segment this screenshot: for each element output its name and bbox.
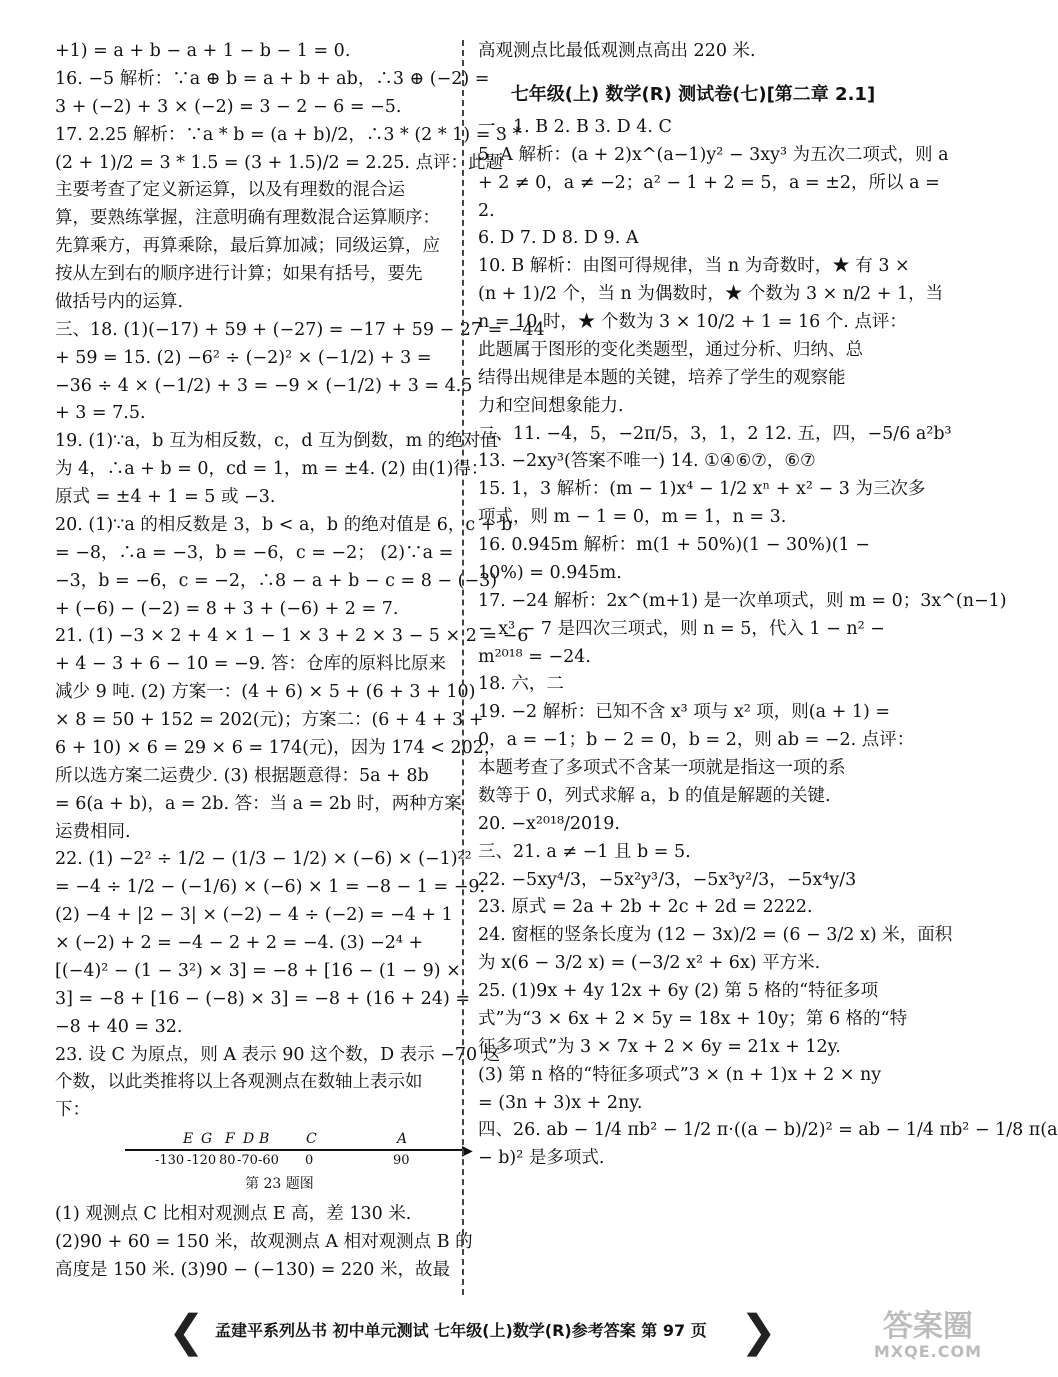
answer-line: (2) −4 + |2 − 3| × (−2) − 4 ÷ (−2) = −4 + 1 [55, 905, 453, 926]
answer-line: × 8 = 50 + 152 = 202(元)；方案二：(6 + 4 + 3 + [55, 710, 484, 730]
point-label: C [306, 1131, 317, 1148]
tick-label: 0 [305, 1153, 314, 1169]
answer-line: + 2 ≠ 0，a ≠ −2；a² − 1 + 2 = 5，a = ±2，所以 a = [478, 172, 940, 193]
answer-line: 所以选方案二运费少. (3) 根据题意得：5a + 8b [55, 765, 429, 786]
tick-label: 80 [219, 1153, 236, 1169]
answer-line: 10. B 解析：由图可得规律，当 n 为奇数时，★ 有 3 × [478, 256, 910, 277]
answer-line: 13. −2xy³(答案不唯一) 14. ①④⑥⑦，⑥⑦ [478, 451, 816, 472]
answer-line: (n + 1)/2 个，当 n 为偶数时，★ 个数为 3 × n/2 + 1，当 [478, 284, 944, 305]
test-heading: 七年级(上) 数学(R) 测试卷(七)[第二章 2.1] [510, 83, 876, 105]
answer-line: 22. (1) −2² ÷ 1/2 − (1/3 − 1/2) × (−6) × (−1)²² [55, 849, 472, 870]
answer-line: 19. (1)∵a，b 互为相反数，c，d 互为倒数，m 的绝对值 [55, 431, 498, 452]
answer-line: 原式 = ±4 + 1 = 5 或 −3. [55, 487, 276, 507]
answer-line: = (3n + 3)x + 2ny. [478, 1092, 643, 1113]
answer-line: 此题属于图形的变化类题型，通过分析、归纳、总 [478, 339, 863, 360]
answer-line: = −8，∴a = −3，b = −6，c = −2； (2)∵a = [55, 542, 454, 563]
answer-line: 18. 六，二 [478, 674, 564, 695]
answer-line: 17. 2.25 解析：∵a * b = (a + b)/2，∴3 * (2 * 1) = 3 * [55, 124, 522, 145]
answer-line: 23. 设 C 为原点，则 A 表示 90 这个数，D 表示 −70 这 [55, 1044, 501, 1065]
answer-line: 15. 1，3 解析：(m − 1)x⁴ − 1/2 xⁿ + x² − 3 为三次多 [478, 479, 926, 500]
answer-line: (3) 第 n 格的“特征多项式”3 × (n + 1)x + 2 × ny [478, 1064, 882, 1085]
watermark-logo [874, 1310, 982, 1361]
answer-line: − x³ − 7 是四次三项式，则 n = 5，代入 1 − n² − [478, 618, 885, 639]
answer-line: 四、26. ab − 1/4 πb² − 1/2 π·((a − b)/2)² = ab − 1/4 πb² − 1/8 π(a [478, 1120, 1058, 1141]
answer-line: [(−4)² − (1 − 3²) × 3] = −8 + [16 − (1 − 9) × [55, 960, 461, 981]
answer-line: 一、1. B 2. B 3. D 4. C [478, 116, 672, 137]
point-label: F [225, 1131, 235, 1148]
answer-line: 0，a = −1；b − 2 = 0，b = 2，则 ab = −2. 点评： [478, 730, 915, 751]
answer-line: 17. −24 解析：2x^(m+1) 是一次单项式，则 m = 0；3x^(n−1) [478, 590, 1007, 611]
number-line-figure [125, 1131, 475, 1201]
answer-line: +1) = a + b − a + 1 − b − 1 = 0. [55, 41, 351, 61]
answer-line: 为 x(6 − 3/2 x) = (−3/2 x² + 6x) 平方米. [478, 953, 821, 974]
answer-line: = −4 ÷ 1/2 − (−1/6) × (−6) × 1 = −8 − 1 = −9. [55, 877, 486, 898]
answer-line: 3] = −8 + [16 − (−8) × 3] = −8 + (16 + 24) = [55, 988, 471, 1009]
right-answer-lines [478, 114, 1058, 1173]
answer-line: 16. 0.945m 解析：m(1 + 50%)(1 − 30%)(1 − [478, 535, 870, 555]
answer-line: 5. A 解析：(a + 2)x^(a−1)y² − 3xy³ 为五次二项式，则 a [478, 144, 949, 165]
answer-line: 式”为“3 × 6x + 2 × 5y = 18x + 10y；第 6 格的“特 [478, 1008, 908, 1029]
answer-line: 23. 原式 = 2a + 2b + 2c + 2d = 2222. [478, 897, 813, 918]
answer-line: + 59 = 15. (2) −6² ÷ (−2)² × (−1/2) + 3 = [55, 347, 432, 368]
answer-line: 高度是 150 米. (3)90 − (−130) = 220 米，故最 [55, 1259, 450, 1280]
point-label: E [183, 1131, 194, 1148]
number-line-axis [125, 1149, 465, 1151]
answer-line: 结得出规律是本题的关键，培养了学生的观察能 [478, 367, 846, 388]
watermark-main: 答案圈 [882, 1309, 973, 1344]
next-arrow-icon: ❯ [740, 1306, 777, 1357]
answer-line: 做括号内的运算. [55, 291, 184, 312]
answer-line: 征多项式”为 3 × 7x + 2 × 6y = 21x + 12y. [478, 1036, 841, 1057]
answer-line: 20. (1)∵a 的相反数是 3，b < a，b 的绝对值是 6，c + b [55, 514, 513, 535]
answer-line: −36 ÷ 4 × (−1/2) + 3 = −9 × (−1/2) + 3 = 4.5 [55, 375, 473, 396]
point-label: D [243, 1131, 255, 1148]
answer-line: n = 10 时，★ 个数为 3 × 10/2 + 1 = 16 个. 点评： [478, 312, 907, 332]
answer-line: 19. −2 解析：已知不含 x³ 项与 x² 项，则(a + 1) = [478, 702, 891, 723]
tick-label: -120 [187, 1153, 217, 1169]
tick-label: -130 [155, 1153, 185, 1169]
answer-line: −3，b = −6，c = −2，∴8 − a + b − c = 8 − (−3) [55, 570, 498, 591]
answer-line: 6 + 10) × 6 = 29 × 6 = 174(元)，因为 174 < 202， [55, 737, 502, 758]
answer-line: 下： [55, 1100, 90, 1121]
answer-line: × (−2) + 2 = −4 − 2 + 2 = −4. (3) −2⁴ + [55, 933, 424, 953]
answer-line: + (−6) − (−2) = 8 + 3 + (−6) + 2 = 7. [55, 598, 399, 619]
answer-line: 减少 9 吨. (2) 方案一：(4 + 6) × 5 + (6 + 3 + 10) [55, 682, 476, 703]
answer-line: 16. −5 解析：∵a ⊕ b = a + b + ab，∴3 ⊕ (−2) = [55, 68, 490, 89]
answer-line: 算，要熟练掌握，注意明确有理数混合运算顺序： [55, 208, 440, 229]
answer-line: 主要考查了定义新运算，以及有理数的混合运 [55, 180, 405, 201]
answer-line: 三、18. (1)(−17) + 59 + (−27) = −17 + 59 − 27 = −44 [55, 319, 545, 340]
tick-label: -60 [258, 1153, 279, 1169]
answer-line: 2. [478, 200, 495, 221]
watermark-sub: MXQE.COM [873, 1342, 982, 1361]
tick-label: 90 [393, 1153, 410, 1169]
right-column [478, 38, 1058, 1173]
answer-line: 二、11. −4，5，−2π/5，3，1，2 12. 五，四，−5/6 a²b³ [478, 423, 952, 444]
answer-line: = 6(a + b)，a = 2b. 答：当 a = 2b 时，两种方案 [55, 793, 462, 814]
answer-line: 项式，则 m − 1 = 0，m = 1，n = 3. [478, 507, 787, 528]
answer-line: 高观测点比最低观测点高出 220 米. [478, 41, 756, 61]
page-footer [0, 1300, 1000, 1360]
answer-line: (2)90 + 60 = 150 米，故观测点 A 相对观测点 B 的 [55, 1232, 473, 1252]
answer-line: − b)² 是多项式. [478, 1148, 605, 1169]
answer-line: 22. −5xy⁴/3，−5x²y³/3，−5x³y²/3，−5x⁴y/3 [478, 869, 857, 890]
answer-line: −8 + 40 = 32. [55, 1016, 183, 1037]
answer-line: 数等于 0，列式求解 a，b 的值是解题的关键. [478, 785, 831, 806]
answer-line: 按从左到右的顺序进行计算；如果有括号，要先 [55, 264, 423, 284]
answer-line: 24. 窗框的竖条长度为 (12 − 3x)/2 = (6 − 3/2 x) 米，面积 [478, 925, 953, 946]
axis-arrow-icon: ▶ [462, 1143, 473, 1160]
left-answer-tail [55, 1201, 473, 1285]
footer-text: 孟建平系列丛书 初中单元测试 七年级(上)数学(R)参考答案 第 97 页 [215, 1321, 707, 1340]
answer-line: 为 4，∴a + b = 0，cd = 1，m = ±4. (2) 由(1)得： [55, 459, 489, 480]
answer-line: 先算乘方，再算乘除，最后算加减；同级运算，应 [55, 236, 440, 257]
answer-line: 本题考查了多项式不含某一项就是指这一项的系 [478, 758, 846, 778]
answer-line: (2 + 1)/2 = 3 * 1.5 = (3 + 1.5)/2 = 2.25. 点评：此题 [55, 152, 503, 173]
tick-label: -70 [237, 1153, 258, 1169]
point-label: G [201, 1131, 213, 1148]
answer-line: m²⁰¹⁸ = −24. [478, 646, 591, 667]
answer-line: 20. −x²⁰¹⁸/2019. [478, 813, 620, 834]
answer-line: 21. (1) −3 × 2 + 4 × 1 − 1 × 3 + 2 × 3 − 5 × 2 = −6 [55, 626, 529, 647]
prev-arrow-icon: ❮ [168, 1306, 205, 1357]
answer-line: 力和空间想象能力. [478, 395, 624, 416]
figure-caption: 第 23 题图 [245, 1176, 314, 1193]
answer-line: 25. (1)9x + 4y 12x + 6y (2) 第 5 格的“特征多项 [478, 981, 879, 1001]
answer-line: 3 + (−2) + 3 × (−2) = 3 − 2 − 6 = −5. [55, 96, 402, 117]
answer-line: 运费相同. [55, 821, 131, 842]
answer-line: + 3 = 7.5. [55, 403, 146, 424]
answer-line: 三、21. a ≠ −1 且 b = 5. [478, 841, 691, 862]
answer-line: (1) 观测点 C 比相对观测点 E 高，差 130 米. [55, 1204, 412, 1225]
answer-line: + 4 − 3 + 6 − 10 = −9. 答：仓库的原料比原来 [55, 654, 446, 675]
answer-line: 10%) = 0.945m. [478, 562, 622, 583]
point-label: A [397, 1131, 408, 1148]
column-divider [462, 40, 464, 1295]
answer-line: 6. D 7. D 8. D 9. A [478, 228, 639, 249]
answer-line: 个数，以此类推将以上各观测点在数轴上表示如 [55, 1072, 423, 1093]
right-answer-top [478, 38, 908, 66]
point-label: B [259, 1131, 270, 1148]
